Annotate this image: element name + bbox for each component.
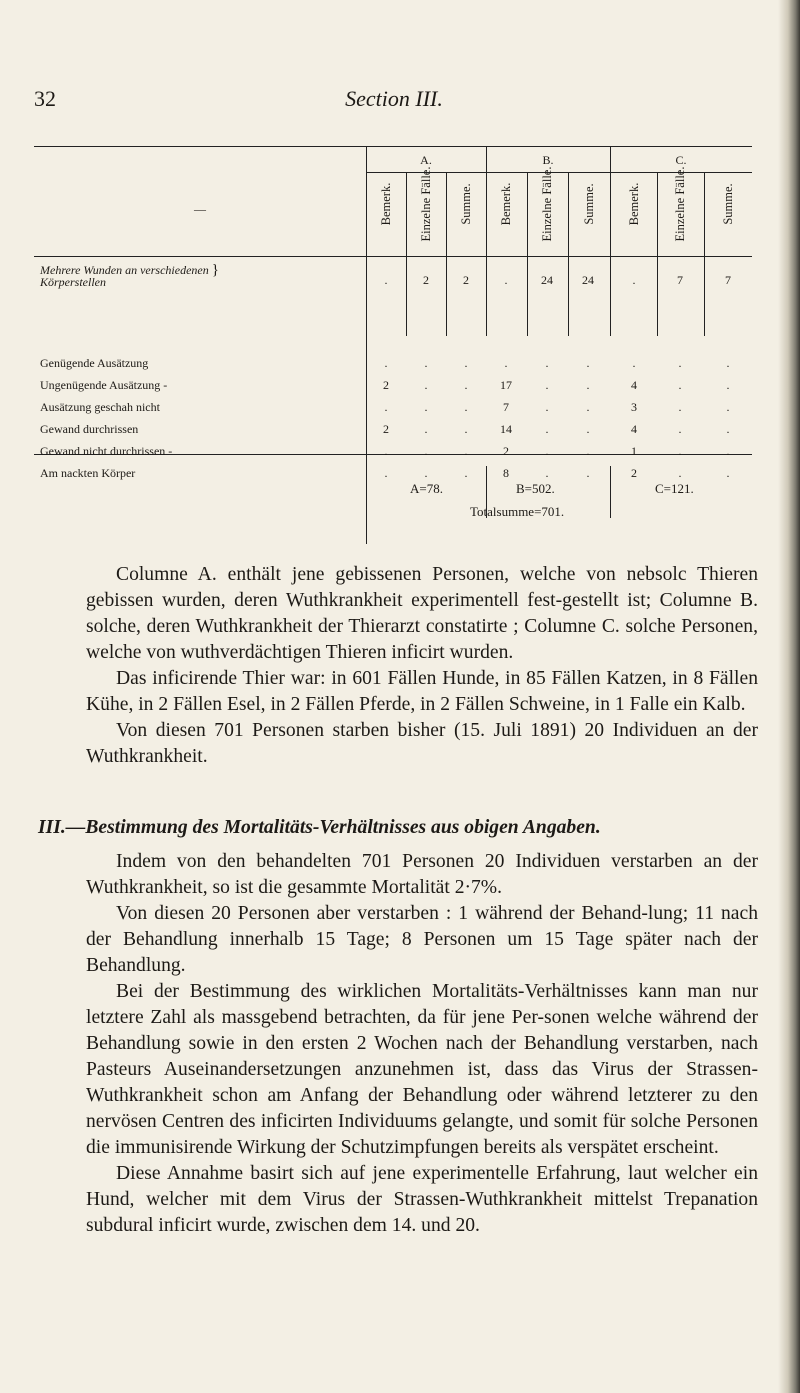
table-cell: .	[586, 466, 590, 480]
table-cell: 1	[631, 444, 637, 458]
table-cell: .	[464, 444, 468, 458]
table-cell: 4	[631, 378, 637, 392]
table-cell: .	[632, 356, 636, 370]
table-cell: .	[726, 422, 730, 436]
table-cell: 3	[631, 400, 637, 414]
table-cell: .	[424, 466, 428, 480]
column-header: Einzelne Fälle.	[540, 166, 554, 242]
paragraph: Das inficirende Thier war: in 601 Fällen Hunde, in 85 Fällen Katzen, in 8 Fällen Kühe, in 2 Fällen Esel, in 2 Fällen Pferde, in 2 Fällen Schweine, in 1 Falle ein Kalb.	[86, 668, 758, 715]
paragraph: Von diesen 701 Personen starben bisher (15. Juli 1891) 20 Individuen an der Wuthkrankheit.	[86, 720, 758, 767]
table-cell: .	[726, 400, 730, 414]
table-cell: .	[545, 422, 549, 436]
table-cell: .	[424, 422, 428, 436]
total-b: B=502.	[516, 481, 555, 496]
row-label-line: Mehrere Wunden an verschiedenen	[40, 263, 209, 277]
table-cell: .	[678, 378, 682, 392]
body-text	[86, 562, 758, 770]
paragraph: Bei der Bestimmung des wirklichen Mortalitäts-Verhältnisses kann man nur letztere Zahl als massgebend betrachten, da für jene Per-sonen welche während der Behandlung sowie in den ersten 2 Wochen nach der Behandlung verstarben, nach Pasteurs Auseinandersetzungen anzunehmen ist, dass das Virus der Strassen-Wuthkrankheit schon am Anfang der Behandlung oder während letzterer zu den nervösen Centren des inficirten Individuums gelangte, und somit für solche Personen die immunisirende Wirkung der Schutzimpfungen bereits als verspätet erscheint.	[86, 981, 758, 1158]
stub-divider	[366, 146, 367, 544]
brace: }	[211, 262, 219, 278]
table-cell: .	[424, 400, 428, 414]
table-cell: .	[384, 444, 388, 458]
group-divider-ab	[486, 146, 487, 336]
table-cell: .	[586, 444, 590, 458]
table-cell: .	[384, 466, 388, 480]
table-cell: .	[586, 400, 590, 414]
table-cell: 4	[631, 422, 637, 436]
paragraph: Von diesen 20 Personen aber verstarben : 1 während der Behand-lung; 11 nach der Behandlung innerhalb 15 Tage; 8 Personen um 15 Tage später nach der Behandlung.	[86, 903, 758, 976]
table-cell: .	[586, 422, 590, 436]
column-header: Bemerk.	[627, 182, 641, 226]
row-label: Ausätzung geschah nicht	[40, 400, 160, 414]
table-cell: .	[464, 466, 468, 480]
column-divider	[406, 172, 407, 336]
table-cell: .	[384, 400, 388, 414]
table-cell: .	[384, 273, 388, 287]
column-header: Bemerk.	[379, 182, 393, 226]
table-cell: .	[504, 273, 508, 287]
table-cell: .	[545, 466, 549, 480]
paragraph: Indem von den behandelten 701 Personen 20 Individuen verstarben an der Wuthkrankheit, so ist die gesammte Mortalität 2·7%.	[86, 851, 758, 898]
table-cell: .	[545, 400, 549, 414]
group-header-c: C.	[675, 153, 687, 167]
paragraph: Diese Annahme basirt sich auf jene experimentelle Erfahrung, laut welcher ein Hund, welcher mit dem Virus der Strassen-Wuthkrankheit mittelst Trepanation subdural inficirt wurde, zwischen dem 14. und 20.	[86, 1163, 758, 1236]
column-header: Summe.	[459, 183, 473, 225]
column-header-rule	[34, 256, 752, 257]
table-cell: .	[726, 378, 730, 392]
column-header: Summe.	[721, 183, 735, 225]
table-cell: .	[586, 356, 590, 370]
column-header: Einzelne Fälle.	[419, 166, 433, 242]
column-divider	[657, 172, 658, 336]
table-cell: 7	[677, 273, 683, 287]
table-cell: .	[678, 466, 682, 480]
group-header-b: B.	[542, 153, 554, 167]
column-divider	[446, 172, 447, 336]
table-cell: .	[504, 356, 508, 370]
table-cell: 24	[541, 273, 553, 287]
group-divider-bc	[610, 146, 611, 336]
table-cell: 7	[503, 400, 509, 414]
table-cell: .	[464, 400, 468, 414]
column-divider	[568, 172, 569, 336]
table-cell: .	[424, 378, 428, 392]
case-table	[34, 146, 752, 544]
table-cell: .	[464, 356, 468, 370]
table-cell: 17	[500, 378, 512, 392]
row-label: Am nackten Körper	[40, 466, 136, 480]
section-heading: III.—Bestimmung des Mortalitäts-Verhältnisses aus obigen Angaben.	[38, 817, 601, 838]
table-cell: .	[678, 356, 682, 370]
paragraph: Columne A. enthält jene gebissenen Personen, welche von nebsolc Thieren gebissen wurden, deren Wuthkrankheit experimentell fest-gestellt ist; Columne B. solche, deren Wuthkrankheit der Thierarzt constatirte ; Columne C. solche Personen, welche von wuthverdächtigen Thieren inficirt wurden.	[86, 564, 758, 663]
table-cell: .	[384, 356, 388, 370]
table-cell: 24	[582, 273, 594, 287]
table-cell: 7	[725, 273, 731, 287]
section-body	[38, 815, 758, 1239]
table-cell: .	[678, 444, 682, 458]
row-label: Genügende Ausätzung	[40, 356, 149, 370]
row-label: Gewand durchrissen	[40, 422, 139, 436]
table-cell: .	[464, 422, 468, 436]
stub-header: —	[194, 202, 206, 216]
column-header: Einzelne Fälle.	[673, 166, 687, 242]
total-a: A=78.	[410, 481, 443, 496]
column-header: Summe.	[582, 183, 596, 225]
column-divider	[704, 172, 705, 336]
table-cell: .	[464, 378, 468, 392]
group-header-a: A.	[420, 153, 432, 167]
table-cell: 2	[463, 273, 469, 287]
grand-total: Totalsumme=701.	[470, 504, 565, 519]
table-cell: .	[632, 273, 636, 287]
table-cell: .	[545, 378, 549, 392]
column-divider	[527, 172, 528, 336]
table-top-rule	[34, 146, 752, 147]
table-cell: 2	[631, 466, 637, 480]
row-label	[40, 264, 219, 288]
table-cell: 8	[503, 466, 509, 480]
table-cell: .	[545, 444, 549, 458]
page-header	[34, 86, 754, 116]
table-cell: .	[726, 356, 730, 370]
row-label-line: Körperstellen	[40, 275, 106, 289]
table-cell: .	[678, 422, 682, 436]
table-cell: .	[424, 444, 428, 458]
table-cell: 2	[383, 422, 389, 436]
table-cell: .	[586, 378, 590, 392]
table-cell: 2	[503, 444, 509, 458]
table-cell: .	[424, 356, 428, 370]
page-edge-shadow	[778, 0, 800, 1393]
table-cell: .	[726, 466, 730, 480]
column-header: Bemerk.	[499, 182, 513, 226]
row-label: Gewand nicht durchrissen -	[40, 444, 173, 458]
table-cell: 14	[500, 422, 512, 436]
table-cell: .	[545, 356, 549, 370]
total-divider-bc	[610, 466, 611, 518]
table-cell: .	[678, 400, 682, 414]
section-title: Section III.	[345, 86, 443, 111]
table-cell: 2	[383, 378, 389, 392]
page-number: 32	[34, 86, 56, 111]
table-cell: 2	[423, 273, 429, 287]
row-label: Ungenügende Ausätzung -	[40, 378, 168, 392]
table-cell: .	[726, 444, 730, 458]
total-c: C=121.	[655, 481, 694, 496]
